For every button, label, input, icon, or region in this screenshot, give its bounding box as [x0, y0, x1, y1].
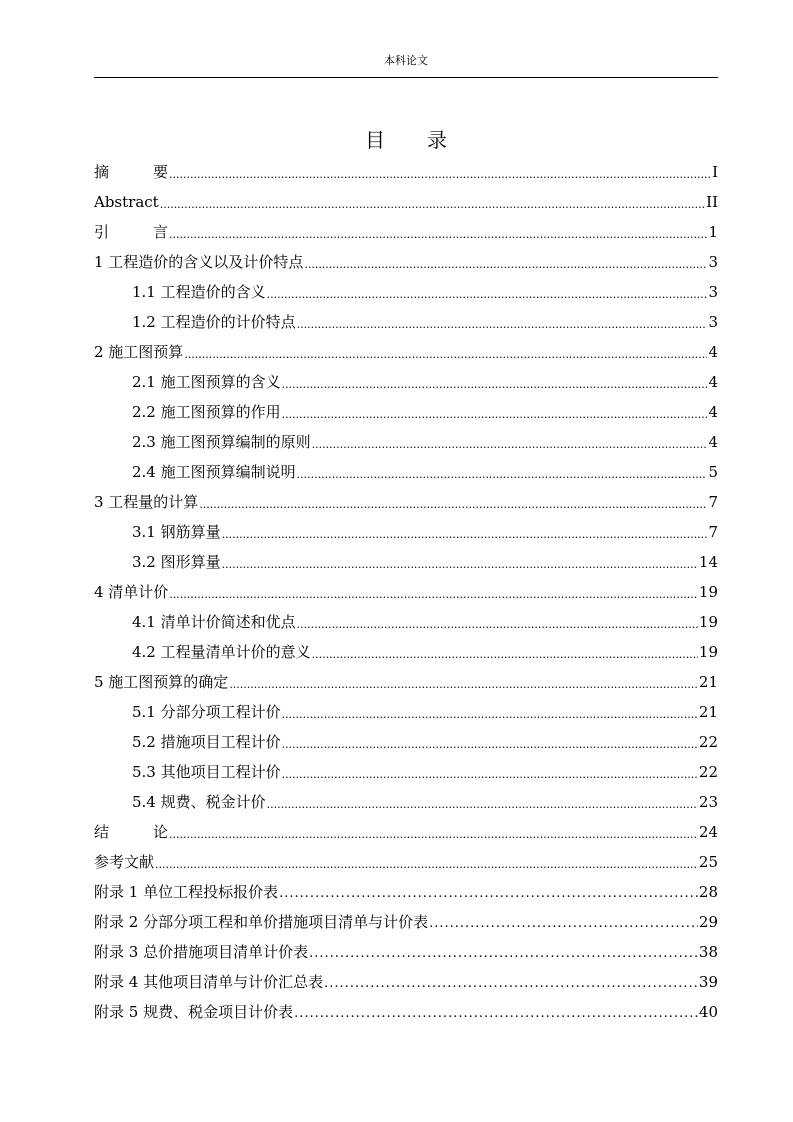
- toc-entry-page: 14: [698, 553, 718, 571]
- toc-leader-dots: [222, 520, 708, 547]
- toc-entry-section-3-1[interactable]: [94, 517, 718, 547]
- toc-leader-dots: [282, 370, 708, 397]
- toc-entry-label: 2.3 施工图预算编制的原则: [132, 433, 311, 451]
- toc-entry-page: 4: [708, 433, 718, 451]
- toc-entry-page: 7: [708, 493, 718, 511]
- toc-leader-dots: [160, 190, 705, 217]
- toc-entry-label: 附录 3 总价措施项目清单计价表: [94, 943, 309, 961]
- toc-leader-dots: [267, 790, 698, 817]
- toc-entry-label: 附录 5 规费、税金项目计价表: [94, 1003, 294, 1021]
- toc-leader-dots: [267, 280, 708, 307]
- toc-entry-label: 参考文献: [94, 853, 155, 871]
- toc-leader-dots: [294, 999, 698, 1027]
- toc-entry-appendix-1[interactable]: [94, 877, 718, 907]
- toc-leader-dots: [169, 820, 698, 847]
- toc-leader-dots: [309, 939, 698, 967]
- header-text: 本科论文: [384, 54, 428, 67]
- toc-entry-section-4-2[interactable]: [94, 637, 718, 667]
- toc-entry-label: 2 施工图预算: [94, 343, 184, 361]
- toc-entry-label: 3.2 图形算量: [132, 553, 221, 571]
- toc-entry-section-5-1[interactable]: [94, 697, 718, 727]
- toc-leader-dots: [312, 430, 708, 457]
- toc-entry-label: 摘 要: [94, 163, 169, 181]
- toc-entry-label: 5.3 其他项目工程计价: [132, 763, 281, 781]
- toc-entry-page: 28: [698, 883, 718, 901]
- toc-entry-label: 附录 1 单位工程投标报价表: [94, 883, 279, 901]
- toc-entry-label: 附录 2 分部分项工程和单价措施项目清单与计价表: [94, 913, 429, 931]
- toc-entry-introduction[interactable]: [94, 217, 718, 247]
- toc-entry-appendix-5[interactable]: [94, 997, 718, 1027]
- toc-leader-dots: [297, 610, 698, 637]
- toc-entry-page: 5: [708, 463, 718, 481]
- toc-list: [94, 157, 718, 1027]
- toc-entry-section-2-2[interactable]: [94, 397, 718, 427]
- toc-entry-label: 3.1 钢筋算量: [132, 523, 221, 541]
- toc-entry-page: 3: [708, 283, 718, 301]
- toc-entry-label: 4 清单计价: [94, 583, 169, 601]
- toc-leader-dots: [297, 310, 708, 337]
- toc-entry-chapter-1[interactable]: [94, 247, 718, 277]
- toc-entry-page: 21: [698, 673, 718, 691]
- toc-entry-section-5-4[interactable]: [94, 787, 718, 817]
- toc-entry-page: 24: [698, 823, 718, 841]
- toc-entry-page: 7: [708, 523, 718, 541]
- toc-leader-dots: [282, 760, 698, 787]
- toc-entry-page: I: [712, 163, 718, 181]
- toc-entry-chapter-2[interactable]: [94, 337, 718, 367]
- toc-entry-page: 1: [708, 223, 718, 241]
- toc-leader-dots: [282, 400, 708, 427]
- toc-entry-page: 39: [698, 973, 718, 991]
- toc-entry-label: 2.2 施工图预算的作用: [132, 403, 281, 421]
- toc-entry-conclusion[interactable]: [94, 817, 718, 847]
- toc-leader-dots: [229, 670, 698, 697]
- toc-entry-section-2-4[interactable]: [94, 457, 718, 487]
- toc-leader-dots: [282, 730, 698, 757]
- toc-entry-appendix-2[interactable]: [94, 907, 718, 937]
- toc-entry-label: 1 工程造价的含义以及计价特点: [94, 253, 304, 271]
- toc-entry-appendix-3[interactable]: [94, 937, 718, 967]
- toc-entry-page: 3: [708, 253, 718, 271]
- toc-entry-label: 引 言: [94, 223, 169, 241]
- toc-entry-section-5-3[interactable]: [94, 757, 718, 787]
- toc-leader-dots: [169, 580, 698, 607]
- toc-entry-page: 3: [708, 313, 718, 331]
- toc-leader-dots: [282, 700, 698, 727]
- toc-leader-dots: [304, 250, 707, 277]
- toc-entry-page: 19: [698, 613, 718, 631]
- toc-entry-appendix-4[interactable]: [94, 967, 718, 997]
- toc-leader-dots: [297, 460, 708, 487]
- toc-entry-page: 22: [698, 733, 718, 751]
- toc-entry-page: 38: [698, 943, 718, 961]
- toc-entry-page: 19: [698, 583, 718, 601]
- toc-entry-label: 5 施工图预算的确定: [94, 673, 229, 691]
- toc-entry-label: 1.1 工程造价的含义: [132, 283, 266, 301]
- toc-entry-page: 29: [698, 913, 718, 931]
- toc-entry-label: 3 工程量的计算: [94, 493, 199, 511]
- toc-entry-abstract-en[interactable]: [94, 187, 718, 217]
- toc-leader-dots: [279, 879, 698, 907]
- toc-entry-label: Abstract: [94, 193, 159, 211]
- toc-entry-chapter-3[interactable]: [94, 487, 718, 517]
- toc-leader-dots: [169, 220, 707, 247]
- toc-entry-page: 23: [698, 793, 718, 811]
- toc-leader-dots: [324, 969, 698, 997]
- toc-entry-page: 19: [698, 643, 718, 661]
- toc-title-left: 目: [365, 128, 385, 152]
- toc-leader-dots: [199, 490, 707, 517]
- toc-entry-section-2-1[interactable]: [94, 367, 718, 397]
- toc-entry-label: 1.2 工程造价的计价特点: [132, 313, 296, 331]
- toc-entry-label: 4.1 清单计价简述和优点: [132, 613, 296, 631]
- toc-entry-chapter-5[interactable]: [94, 667, 718, 697]
- toc-entry-chapter-4[interactable]: [94, 577, 718, 607]
- toc-leader-dots: [429, 909, 698, 937]
- toc-title-right: 录: [427, 128, 447, 152]
- toc-leader-dots: [222, 550, 698, 577]
- toc-entry-page: 40: [698, 1003, 718, 1021]
- toc-entry-page: 4: [708, 403, 718, 421]
- toc-entry-section-5-2[interactable]: [94, 727, 718, 757]
- toc-leader-dots: [184, 340, 707, 367]
- toc-title: [94, 126, 718, 154]
- toc-entry-section-1-2[interactable]: [94, 307, 718, 337]
- toc-entry-section-1-1[interactable]: [94, 277, 718, 307]
- toc-entry-label: 结 论: [94, 823, 169, 841]
- toc-entry-label: 4.2 工程量清单计价的意义: [132, 643, 311, 661]
- toc-entry-page: 4: [708, 373, 718, 391]
- toc-entry-label: 2.4 施工图预算编制说明: [132, 463, 296, 481]
- toc-entry-references[interactable]: [94, 847, 718, 877]
- toc-entry-label: 5.4 规费、税金计价: [132, 793, 266, 811]
- toc-entry-label: 5.1 分部分项工程计价: [132, 703, 281, 721]
- toc-entry-page: 25: [698, 853, 718, 871]
- toc-entry-section-2-3[interactable]: [94, 427, 718, 457]
- toc-entry-abstract-cn[interactable]: [94, 157, 718, 187]
- toc-entry-label: 5.2 措施项目工程计价: [132, 733, 281, 751]
- toc-entry-page: II: [706, 193, 718, 211]
- toc-entry-section-3-2[interactable]: [94, 547, 718, 577]
- toc-entry-section-4-1[interactable]: [94, 607, 718, 637]
- toc-entry-page: 22: [698, 763, 718, 781]
- toc-entry-page: 4: [708, 343, 718, 361]
- toc-leader-dots: [155, 850, 698, 877]
- toc-entry-label: 2.1 施工图预算的含义: [132, 373, 281, 391]
- page-header: [94, 52, 718, 78]
- toc-entry-label: 附录 4 其他项目清单与计价汇总表: [94, 973, 324, 991]
- toc-leader-dots: [169, 160, 711, 187]
- toc-entry-page: 21: [698, 703, 718, 721]
- toc-leader-dots: [312, 640, 698, 667]
